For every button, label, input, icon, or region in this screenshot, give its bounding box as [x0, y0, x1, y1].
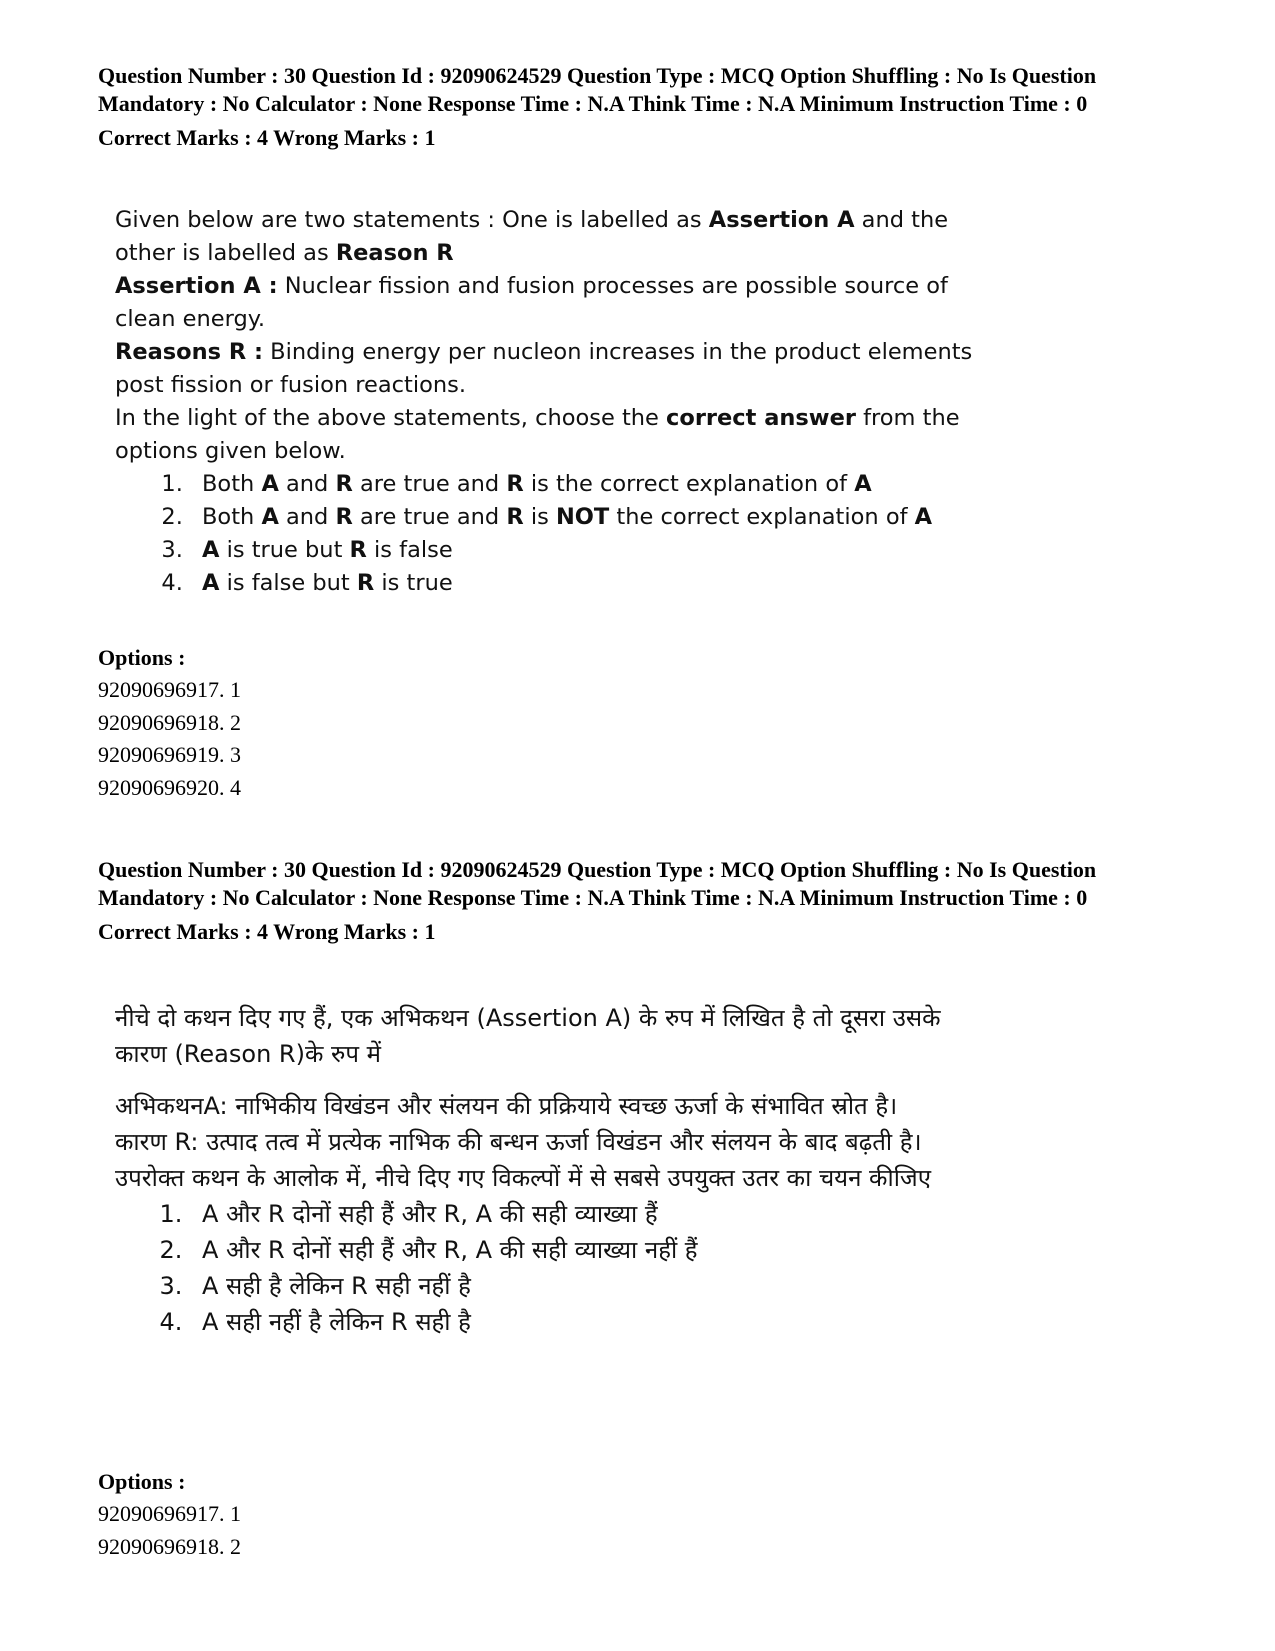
choice-item: 2. Both A and R are true and R is NOT the correct explanation of A	[190, 501, 995, 534]
choice-item: 1. Both A and R are true and R is the correct explanation of A	[190, 468, 995, 501]
choice-list	[115, 468, 995, 600]
choice-item: 2. A और R दोनों सही हैं और R, A की सही व्याख्या नहीं हैं	[190, 1232, 995, 1268]
reason-text: Reasons R : Binding energy per nucleon increases in the product elements post fission or fusion reactions.	[115, 339, 973, 398]
choice-item: 4. A is false but R is true	[190, 567, 995, 600]
question-marks: Correct Marks : 4 Wrong Marks : 1	[98, 919, 436, 944]
choice-item: 3. A is true but R is false	[190, 534, 995, 567]
question-header-1	[98, 62, 1178, 152]
instruction-text: उपरोक्त कथन के आलोक में, नीचे दिए गए विकल्पों में से सबसे उपयुक्त उतर का चयन कीजिए	[115, 1164, 931, 1192]
options-section-1	[98, 642, 1178, 804]
option-item: 92090696918. 2	[98, 1533, 241, 1559]
assertion-text: Assertion A : Nuclear fission and fusion processes are possible source of clean energy.	[115, 273, 948, 332]
question-body-hindi	[115, 1000, 995, 1340]
choice-item: 4. A सही नहीं है लेकिन R सही है	[190, 1304, 995, 1340]
statement-intro: नीचे दो कथन दिए गए हैं, एक अभिकथन (Assertion A) के रुप में लिखित है तो दूसरा उसके कारण (Reason R)के रुप में	[115, 1004, 941, 1068]
option-item: 92090696917. 1	[98, 1501, 241, 1526]
options-label: Options :	[98, 1469, 186, 1494]
option-item: 92090696917. 1	[98, 677, 241, 702]
choice-item: 1. A और R दोनों सही हैं और R, A की सही व्याख्या हैं	[190, 1196, 995, 1232]
choice-list	[115, 1196, 995, 1340]
question-header-2	[98, 856, 1178, 946]
options-label: Options :	[98, 645, 186, 670]
choice-item: 3. A सही है लेकिन R सही नहीं है	[190, 1268, 995, 1304]
options-section-2	[98, 1466, 1178, 1563]
reason-text: कारण R: उत्पाद तत्व में प्रत्येक नाभिक की बन्धन ऊर्जा विखंडन और संलयन के बाद बढ़ती है।	[115, 1128, 922, 1156]
instruction-text: In the light of the above statements, choose the correct answer from the options given below.	[115, 405, 960, 464]
option-item: 92090696918. 2	[98, 709, 241, 735]
question-body-english	[115, 204, 995, 600]
option-item: 92090696920. 4	[98, 774, 241, 800]
assertion-text: अभिकथनA: नाभिकीय विखंडन और संलयन की प्रक्रियाये स्वच्छ ऊर्जा के संभावित स्रोत है।	[115, 1092, 898, 1120]
question-marks: Correct Marks : 4 Wrong Marks : 1	[98, 125, 436, 150]
option-item: 92090696919. 3	[98, 742, 241, 768]
question-meta: Question Number : 30 Question Id : 92090624529 Question Type : MCQ Option Shuffling : No Is Question Mandatory : No Calculator : None Response Time : N.A Think Time : N.A Minimum Instruction Time : 0	[98, 857, 1097, 910]
question-meta: Question Number : 30 Question Id : 92090624529 Question Type : MCQ Option Shuffling : No Is Question Mandatory : No Calculator : None Response Time : N.A Think Time : N.A Minimum Instruction Time : 0	[98, 63, 1097, 116]
statement-intro: Given below are two statements : One is labelled as Assertion A and the other is labelled as Reason R	[115, 207, 949, 266]
